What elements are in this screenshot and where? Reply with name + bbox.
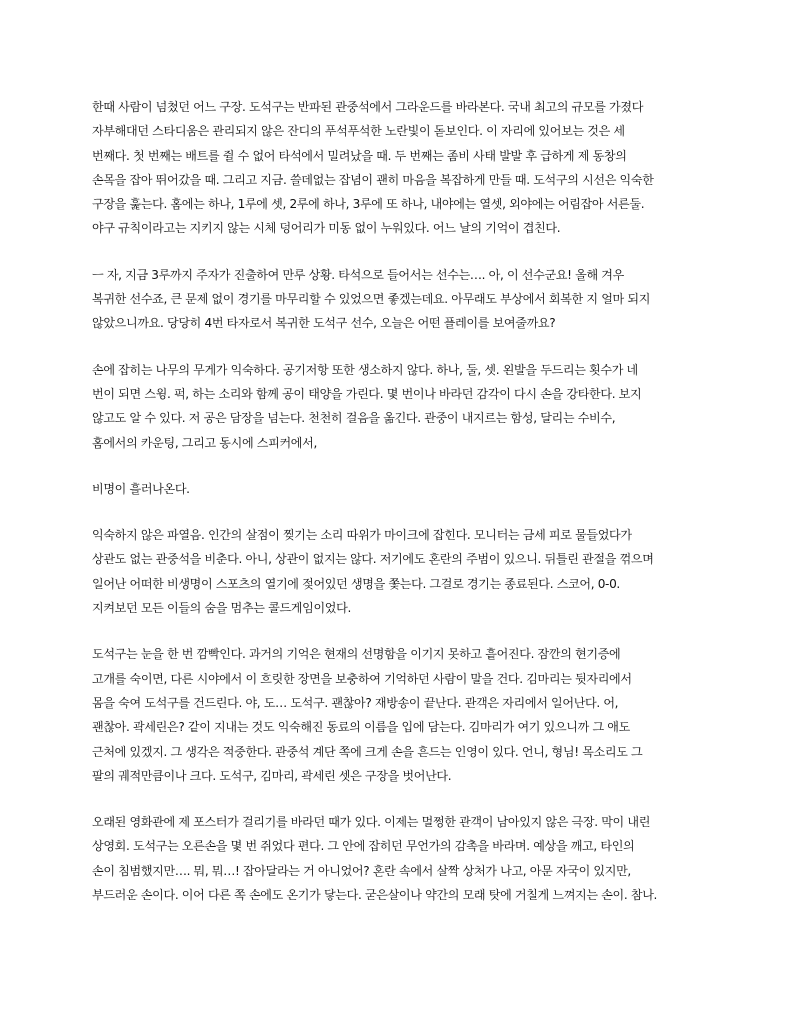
paragraph-4 [92, 477, 702, 501]
text-line: 몸을 숙여 도석구를 건드린다. 야, 도… 도석구. 괜찮아? 재방송이 끝난다. 관객은 자리에서 일어난다. 어, [92, 695, 619, 710]
text-line: 상관도 없는 관중석을 비춘다. 아니, 상관이 없지는 않다. 저기에도 혼란의 주범이 있으니. 뒤틀린 관절을 꺾으며 [92, 552, 654, 567]
text-line: 복귀한 선수죠, 큰 문제 없이 경기를 마무리할 수 있었으면 좋겠는데요. 아무래도 부상에서 회복한 지 얼마 되지 [92, 292, 651, 307]
text-line: 손에 잡히는 나무의 무게가 익숙하다. 공기저항 또한 생소하지 않다. 하나, 둘, 셋. 왼발을 두드리는 횟수가 네 [92, 362, 638, 377]
paragraph-1 [92, 95, 702, 241]
text-line: 익숙하지 않은 파열음. 인간의 살점이 찢기는 소리 따위가 마이크에 잡힌다. 모니터는 금세 피로 물들었다가 [92, 528, 632, 543]
text-line: 않았으니까요. 당당히 4번 타자로서 복귀한 도석구 선수, 오늘은 어떤 플레이를 보여줄까요? [92, 316, 556, 331]
text-line: 번째다. 첫 번째는 배트를 쥘 수 없어 타석에서 밀려났을 때. 두 번째는 좀비 사태 발발 후 급하게 제 동창의 [92, 148, 627, 163]
paragraph-2 [92, 263, 702, 336]
text-line: 한때 사람이 넘쳤던 어느 구장. 도석구는 반파된 관중석에서 그라운드를 바라본다. 국내 최고의 규모를 가졌다 [92, 100, 644, 114]
paragraph-7 [92, 810, 702, 907]
text-line: ㅡ 자, 지금 3루까지 주자가 진출하여 만루 상황. 타석으로 들어서는 선수는…. 아, 이 선수군요! 올해 겨우 [92, 267, 624, 282]
text-line: 비명이 흘러나온다. [92, 481, 190, 496]
text-line: 손목을 잡아 뛰어갔을 때. 그리고 지금. 쓸데없는 잡념이 괜히 마음을 복잡하게 만들 때. 도석구의 시선은 익숙한 [92, 172, 654, 187]
text-line: 자부해대던 스타디움은 관리되지 않은 잔디의 푸석푸석한 노란빛이 돋보인다. 이 자리에 있어보는 것은 세 [92, 124, 625, 139]
text-line: 고개를 숙이면, 다른 시야에서 이 흐릿한 장면을 보충하여 기억하던 사람이 말을 건다. 김마리는 뒷자리에서 [92, 671, 632, 686]
text-line: 홈에서의 카운팅, 그리고 동시에 스피커에서, [92, 435, 317, 450]
text-line: 번이 되면 스윙. 퍽, 하는 소리와 함께 공이 태양을 가린다. 몇 번이나 바라던 감각이 다시 손을 강타한다. 보지 [92, 386, 642, 401]
text-line: 야구 규칙이라고는 지키지 않는 시체 덩어리가 미동 없이 누워있다. 어느 날의 기억이 겹친다. [92, 221, 561, 236]
text-line: 일어난 어떠한 비생명이 스포츠의 열기에 젖어있던 생명을 쫓는다. 그걸로 경기는 종료된다. 스코어, 0-0. [92, 576, 620, 591]
text-line: 근처에 있겠지. 그 생각은 적중한다. 관중석 계단 쪽에 크게 손을 흔드는 인영이 있다. 언니, 형님! 목소리도 그 [92, 744, 643, 759]
text-line: 괜찮아. 곽세린은? 같이 지내는 것도 익숙해진 동료의 이름을 입에 담는다. 김마리가 여기 있으니까 그 애도 [92, 720, 630, 735]
text-line: 도석구는 눈을 한 번 깜빡인다. 과거의 기억은 현재의 선명함을 이기지 못하고 흩어진다. 잠깐의 현기증에 [92, 647, 621, 662]
text-line: 상영회. 도석구는 오른손을 몇 번 쥐었다 편다. 그 안에 잡히던 무언가의 감촉을 바라며. 예상을 깨고, 타인의 [92, 839, 635, 854]
document-page [92, 95, 702, 929]
text-line: 부드러운 손이다. 이어 다른 쪽 손에도 온기가 닿는다. 굳은살이나 약간의 모래 탓에 거칠게 느껴지는 손이. 참나. [92, 888, 658, 903]
paragraph-6 [92, 642, 702, 788]
text-line: 손이 침범했지만…. 뭐, 뭐…! 잡아달라는 거 아니었어? 혼란 속에서 살짝 상처가 나고, 아문 자국이 있지만, [92, 863, 631, 878]
text-line: 지켜보던 모든 이들의 숨을 멈추는 콜드게임이었다. [92, 601, 351, 616]
text-line: 구장을 훑는다. 홈에는 하나, 1루에 셋, 2루에 하나, 3루에 또 하나, 내야에는 열셋, 외야에는 어림잡아 서른둘. [92, 197, 645, 212]
paragraph-5 [92, 523, 702, 620]
text-line: 않고도 알 수 있다. 저 공은 담장을 넘는다. 천천히 걸음을 옮긴다. 관중이 내지르는 함성, 달리는 수비수, [92, 411, 616, 426]
text-line: 팔의 궤적만큼이나 크다. 도석구, 김마리, 곽세린 셋은 구장을 벗어난다. [92, 768, 452, 783]
paragraph-3 [92, 358, 702, 455]
text-line: 오래된 영화관에 제 포스터가 걸리기를 바라던 때가 있다. 이제는 멀쩡한 관객이 남아있지 않은 극장. 막이 내린 [92, 815, 651, 830]
